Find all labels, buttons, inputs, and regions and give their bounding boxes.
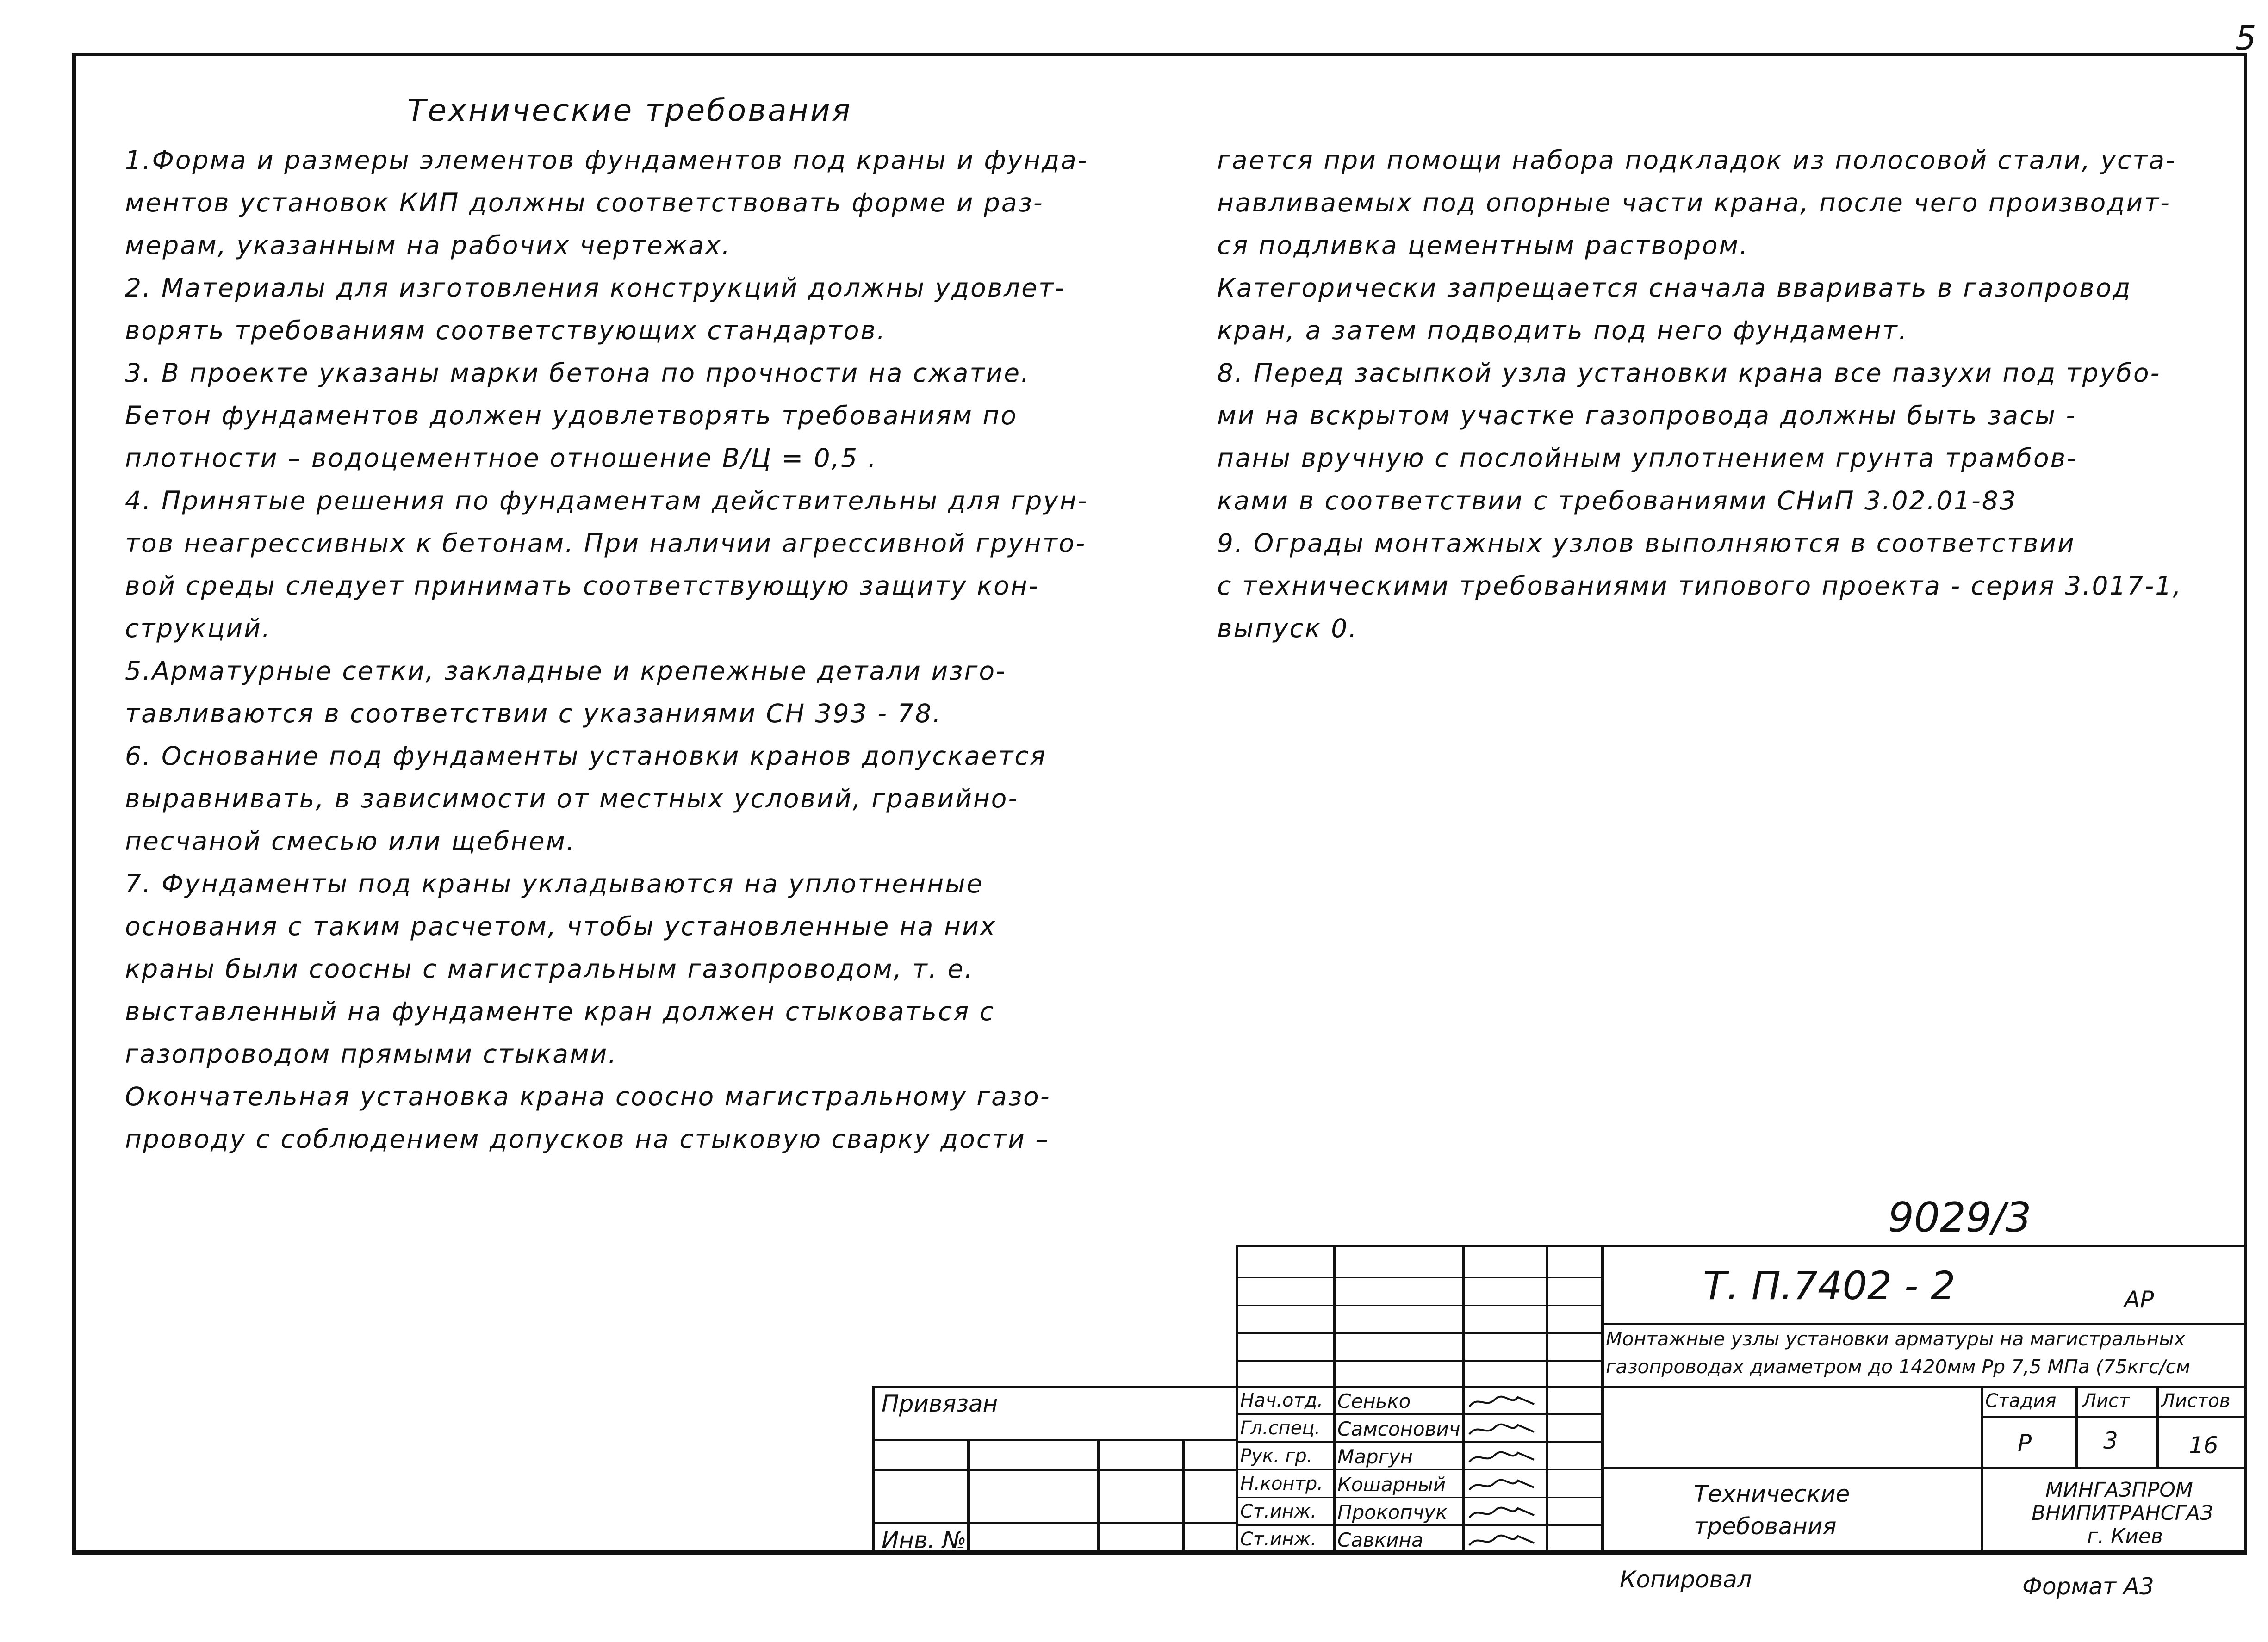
- organization-line-1: МИНГАЗПРОМ: [2045, 1478, 2193, 1502]
- tb-line: [1236, 1386, 2247, 1388]
- text-line: 9. Ограды монтажных узлов выполняются в соответствии: [1217, 528, 2075, 558]
- tb-line: [1236, 1305, 1601, 1306]
- text-line: гается при помощи набора подкладок из полосовой стали, уста-: [1217, 145, 2176, 175]
- text-line: навливаемых под опорные части крана, после чего производит-: [1217, 188, 2171, 217]
- text-line: краны были соосны с магистральным газопроводом, т. е.: [125, 954, 974, 984]
- text-line: 8. Перед засыпкой узла установки крана все пазухи под трубо-: [1217, 358, 2161, 388]
- tb-line: [1236, 1332, 1601, 1334]
- tb-line: [1236, 1360, 1601, 1362]
- text-line: 4. Принятые решения по фундаментам действительны для грун-: [125, 486, 1088, 515]
- text-line: Бетон фундаментов должен удовлетворять требованиям по: [125, 401, 1018, 430]
- tb-line: [1546, 1245, 1548, 1555]
- attached-label: Привязан: [882, 1390, 998, 1417]
- signature-mark: [1467, 1448, 1536, 1462]
- text-line: с техническими требованиями типового проекта - серия 3.017-1,: [1217, 571, 2182, 601]
- signer-name: Самсонович: [1337, 1418, 1460, 1440]
- text-line: ментов установок КИП должны соответствовать форме и раз-: [125, 188, 1044, 217]
- text-line: плотности – водоцементное отношение В/Ц = 0,5 .: [125, 443, 878, 473]
- tb-line: [1981, 1416, 2247, 1418]
- text-line: вой среды следует принимать соответствующую защиту кон-: [125, 571, 1039, 601]
- text-line: ками в соответствии с требованиями СНиП 3.02.01-83: [1217, 486, 2017, 515]
- tb-line: [1236, 1245, 2247, 1247]
- page-title: Технические требования: [407, 93, 852, 128]
- text-line: 2. Материалы для изготовления конструкций должны удовлет-: [125, 273, 1066, 303]
- signer-name: Сенько: [1337, 1390, 1411, 1413]
- text-line: Категорически запрещается сначала вваривать в газопровод: [1217, 273, 2132, 303]
- text-line: струкций.: [125, 613, 272, 643]
- tb-line: [1236, 1413, 1601, 1415]
- tb-line: [1097, 1439, 1100, 1555]
- tb-line: [1236, 1497, 1601, 1498]
- role-label: Ст.инж.: [1240, 1529, 1317, 1550]
- sheet-title-line-2: требования: [1694, 1513, 1837, 1540]
- text-line: ся подливка цементным раствором.: [1217, 230, 1749, 260]
- tb-line: [2156, 1386, 2159, 1467]
- text-line: ворять требованиям соответствующих стандартов.: [125, 316, 887, 345]
- signature-mark: [1467, 1393, 1536, 1407]
- role-label: Нач.отд.: [1240, 1390, 1324, 1411]
- document-number: 9029/3: [1888, 1194, 2032, 1241]
- text-line: кран, а затем подводить под него фундамент.: [1217, 316, 1908, 345]
- tb-line: [1333, 1245, 1336, 1555]
- tb-line: [1236, 1245, 1238, 1555]
- tb-line: [967, 1439, 970, 1555]
- tb-line: [2075, 1386, 2078, 1467]
- text-line: песчаной смесью или щебнем.: [125, 826, 576, 856]
- text-line: ми на вскрытом участке газопровода должны быть засы -: [1217, 401, 2077, 430]
- right-text-column: [1217, 139, 2226, 650]
- project-title-line-1: Монтажные узлы установки арматуры на магистральных: [1606, 1328, 2186, 1350]
- copied-label: Копировал: [1620, 1566, 1752, 1593]
- text-line: тавливаются в соответствии с указаниями СН 393 - 78.: [125, 699, 942, 728]
- tb-line: [1236, 1524, 1601, 1526]
- organization-line-3: г. Киев: [2087, 1524, 2163, 1548]
- role-label: Гл.спец.: [1240, 1418, 1321, 1439]
- stage-value: Р: [2018, 1430, 2032, 1456]
- inventory-label: Инв. №: [882, 1527, 967, 1554]
- text-line: тов неагрессивных к бетонам. При наличии агрессивной грунто-: [125, 528, 1087, 558]
- tb-line: [1601, 1323, 2247, 1325]
- organization-line-2: ВНИПИТРАНСГАЗ: [2032, 1501, 2213, 1525]
- tb-line: [1601, 1467, 2247, 1469]
- role-label: Ст.инж.: [1240, 1501, 1317, 1522]
- signature-mark: [1467, 1531, 1536, 1545]
- tb-line: [1601, 1245, 1604, 1555]
- sheets-value: 16: [2189, 1432, 2218, 1459]
- text-line: 5.Арматурные сетки, закладные и крепежные детали изго-: [125, 656, 1007, 686]
- text-line: основания с таким расчетом, чтобы установленные на них: [125, 911, 997, 941]
- left-text-column: [125, 139, 1180, 1160]
- role-label: Рук. гр.: [1240, 1445, 1313, 1467]
- tb-line: [1236, 1469, 1601, 1470]
- signer-name: Савкина: [1337, 1529, 1423, 1551]
- text-line: 6. Основание под фундаменты установки кранов допускается: [125, 741, 1047, 771]
- text-line: выпуск 0.: [1217, 613, 1358, 643]
- text-line: 3. В проекте указаны марки бетона по прочности на сжатие.: [125, 358, 1031, 388]
- stage-label: Стадия: [1985, 1390, 2057, 1412]
- signer-name: Прокопчук: [1337, 1501, 1448, 1524]
- text-line: выставленный на фундаменте кран должен стыковаться с: [125, 997, 995, 1026]
- tb-line: [872, 1439, 1236, 1441]
- page-number: 5: [2235, 19, 2256, 57]
- tb-line: [1236, 1277, 1601, 1278]
- role-label: Н.контр.: [1240, 1473, 1323, 1494]
- sheet-value: 3: [2103, 1427, 2118, 1454]
- format-label: Формат А3: [2022, 1573, 2154, 1600]
- sheets-label: Листов: [2161, 1390, 2231, 1412]
- signature-mark: [1467, 1504, 1536, 1518]
- tb-line: [872, 1522, 1236, 1524]
- text-line: газопроводом прямыми стыками.: [125, 1039, 618, 1069]
- sheet-label: Лист: [2082, 1390, 2130, 1412]
- tb-line: [1981, 1386, 1983, 1555]
- text-line: Окончательная установка крана соосно магистральному газо-: [125, 1082, 1051, 1111]
- text-line: мерам, указанным на рабочих чертежах.: [125, 230, 732, 260]
- signature-mark: [1467, 1476, 1536, 1490]
- project-code: Т. П.7402 - 2: [1703, 1263, 1956, 1308]
- tb-line: [1462, 1245, 1465, 1555]
- tb-line: [872, 1386, 1236, 1388]
- section-mark: АР: [2124, 1286, 2154, 1313]
- tb-line: [872, 1469, 1236, 1471]
- text-line: выравнивать, в зависимости от местных условий, гравийно-: [125, 784, 1019, 813]
- text-line: 1.Форма и размеры элементов фундаментов под краны и фунда-: [125, 145, 1088, 175]
- signer-name: Маргун: [1337, 1445, 1413, 1468]
- signer-name: Кошарный: [1337, 1473, 1446, 1496]
- text-line: проводу с соблюдением допусков на стыковую сварку дости –: [125, 1124, 1050, 1154]
- tb-line: [1182, 1439, 1185, 1555]
- text-line: паны вручную с послойным уплотнением грунта трамбов-: [1217, 443, 2077, 473]
- text-line: 7. Фундаменты под краны укладываются на уплотненные: [125, 869, 984, 898]
- signature-mark: [1467, 1420, 1536, 1434]
- tb-line: [1236, 1441, 1601, 1443]
- sheet-title-line-1: Технические: [1694, 1481, 1850, 1507]
- project-title-line-2: газопроводах диаметром до 1420мм Рр 7,5 МПа (75кгс/см: [1606, 1356, 2191, 1378]
